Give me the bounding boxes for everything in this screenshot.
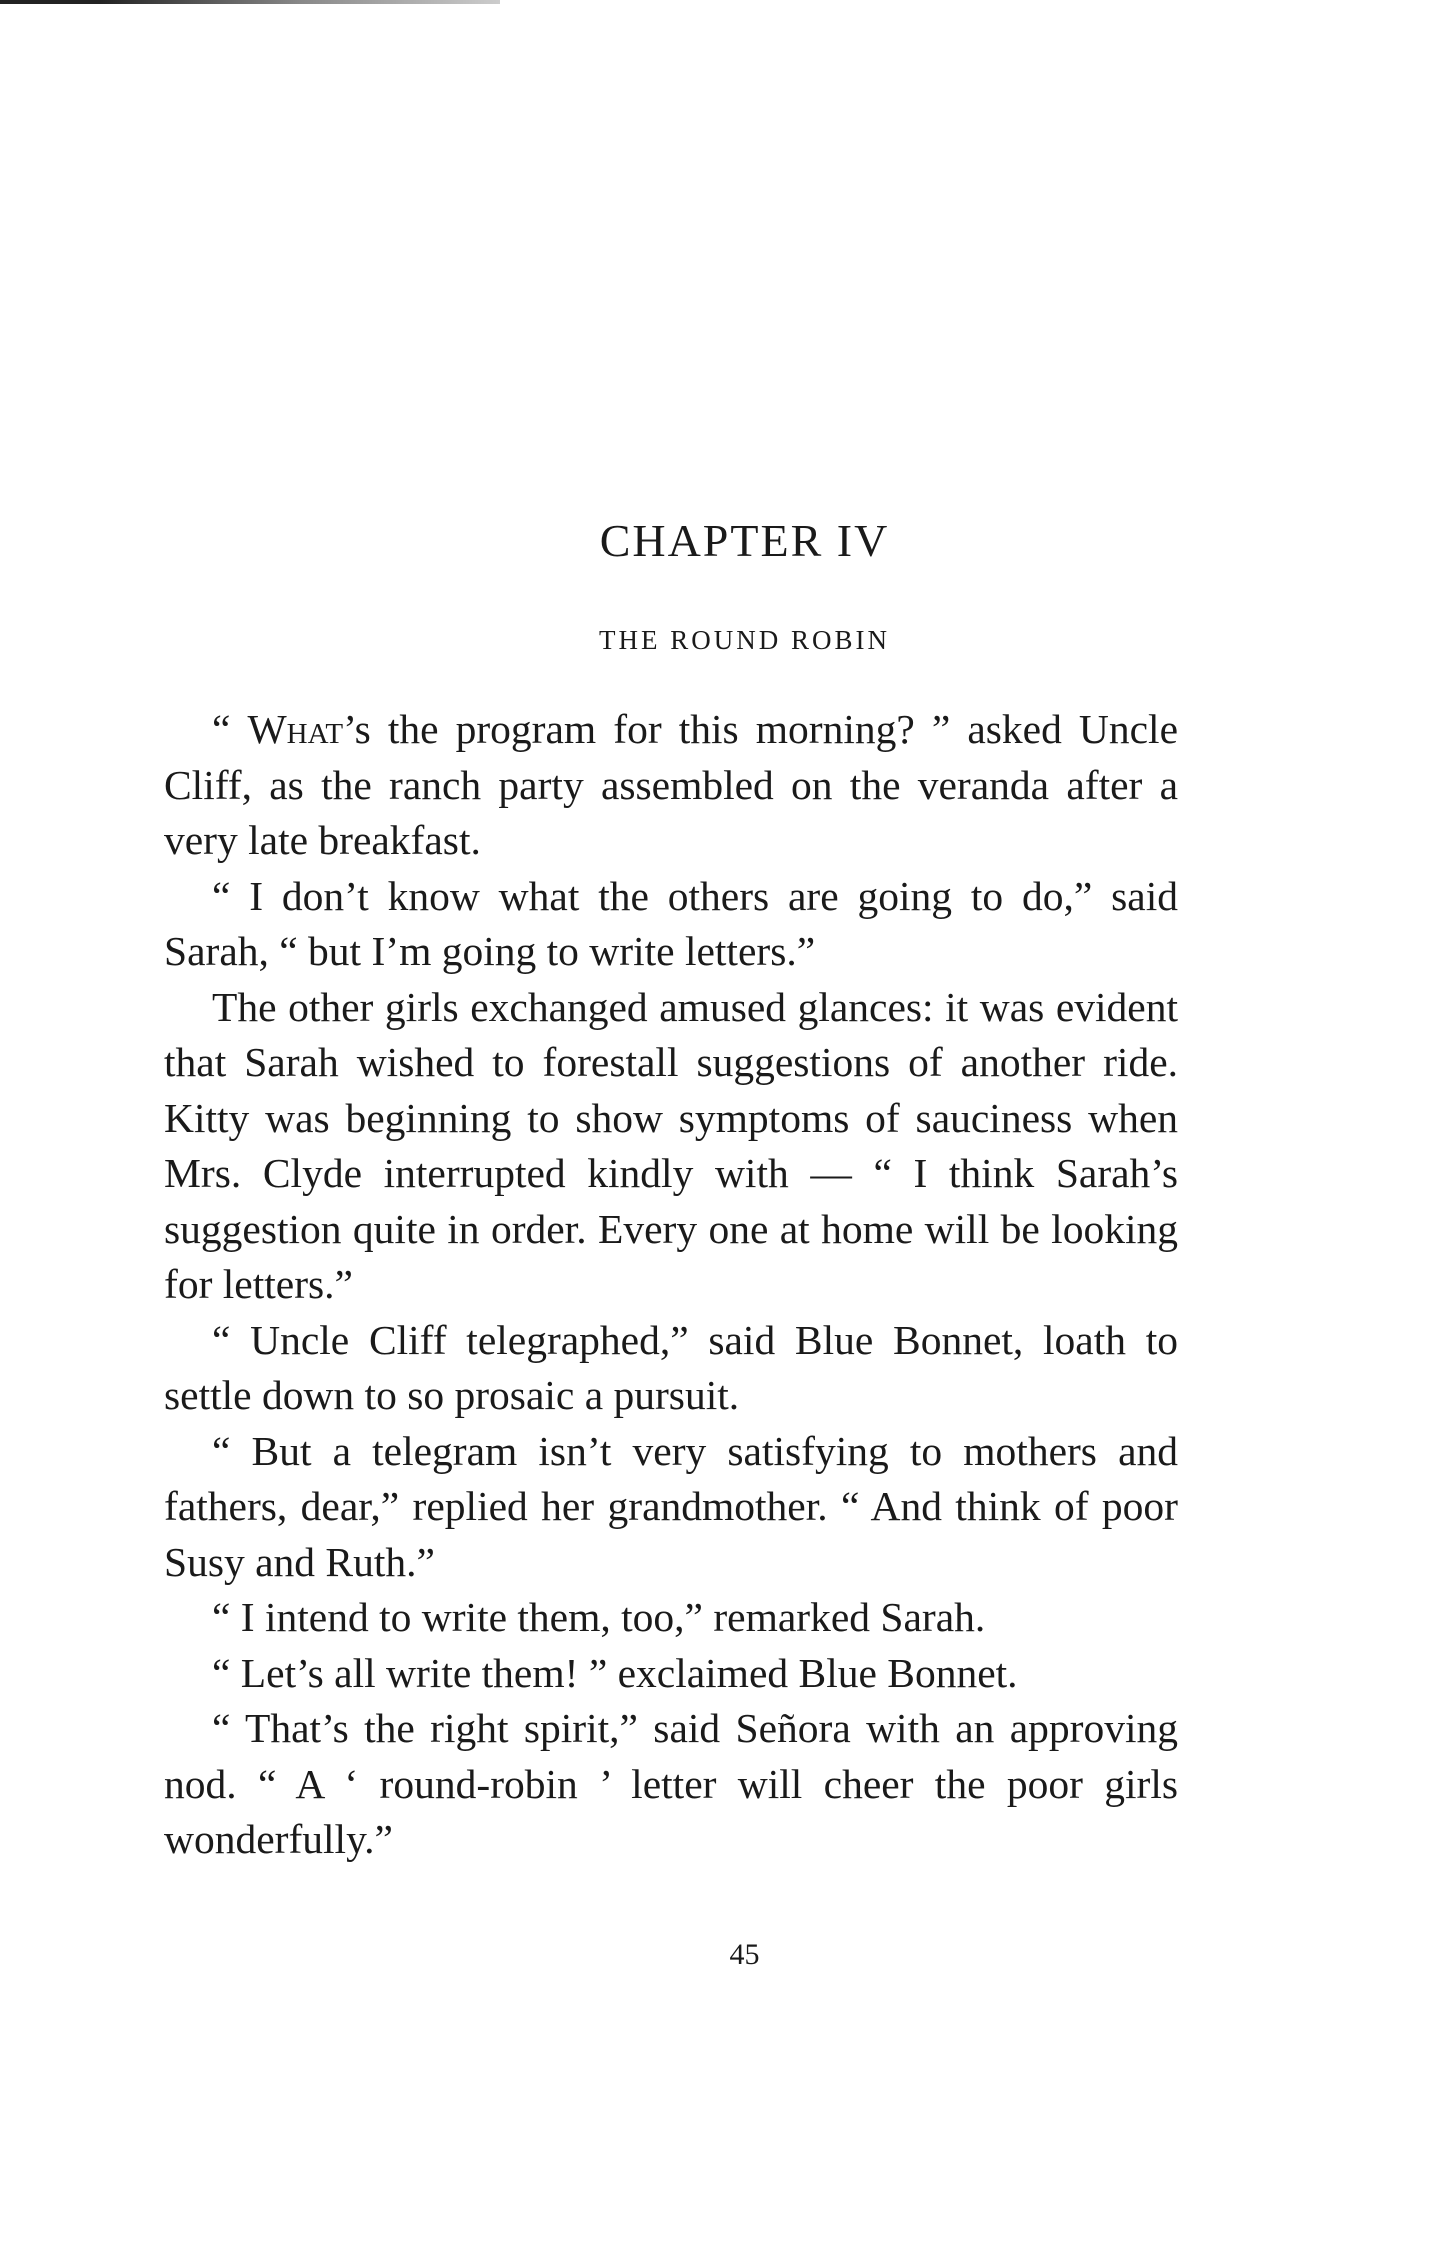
chapter-subtitle: THE ROUND ROBIN bbox=[599, 625, 890, 655]
drop-word: What bbox=[247, 706, 344, 752]
paragraph: “ I intend to write them, too,” remarked Sarah. bbox=[212, 1594, 986, 1640]
top-edge-rule bbox=[0, 0, 500, 4]
paragraph: “ But a telegram isn’t very satisfying to mothers and fathers, dear,” replied her grandmother. “ And think of poor Susy and Ruth.” bbox=[164, 1427, 1178, 1585]
paragraph: “ Let’s all write them! ” exclaimed Blue Bonnet. bbox=[212, 1649, 1018, 1696]
paragraph bbox=[164, 702, 1178, 869]
paragraph: “ I don’t know what the others are going to do,” said Sarah, “ but I’m going to write letters.” bbox=[164, 872, 1178, 974]
page-number: 45 bbox=[729, 1938, 760, 1971]
body-text bbox=[164, 702, 1178, 1868]
paragraph: The other girls exchanged amused glances: it was evident that Sarah wished to forestall suggestions of another ride. Kitty was beginning to show symptoms of sauciness when Mrs. Clyde interrupted kindly with — “ I think Sarah’s suggestion quite in order. Every one at home will be looking for letters.” bbox=[164, 983, 1178, 1307]
paragraph: “ That’s the right spirit,” said Señora with an approving nod. “ A ‘ round-robin ’ letter will cheer the poor girls wonderfully.” bbox=[164, 1705, 1178, 1862]
chapter-title: CHAPTER IV bbox=[599, 515, 890, 566]
paragraph-text: ’s the program for this morning? ” asked Uncle Cliff, as the ranch party assembled on the veranda after a very late breakfast. bbox=[164, 706, 1178, 863]
paragraph: “ Uncle Cliff telegraphed,” said Blue Bonnet, loath to settle down to so prosaic a pursuit. bbox=[164, 1316, 1178, 1418]
open-quote: “ bbox=[212, 706, 248, 752]
